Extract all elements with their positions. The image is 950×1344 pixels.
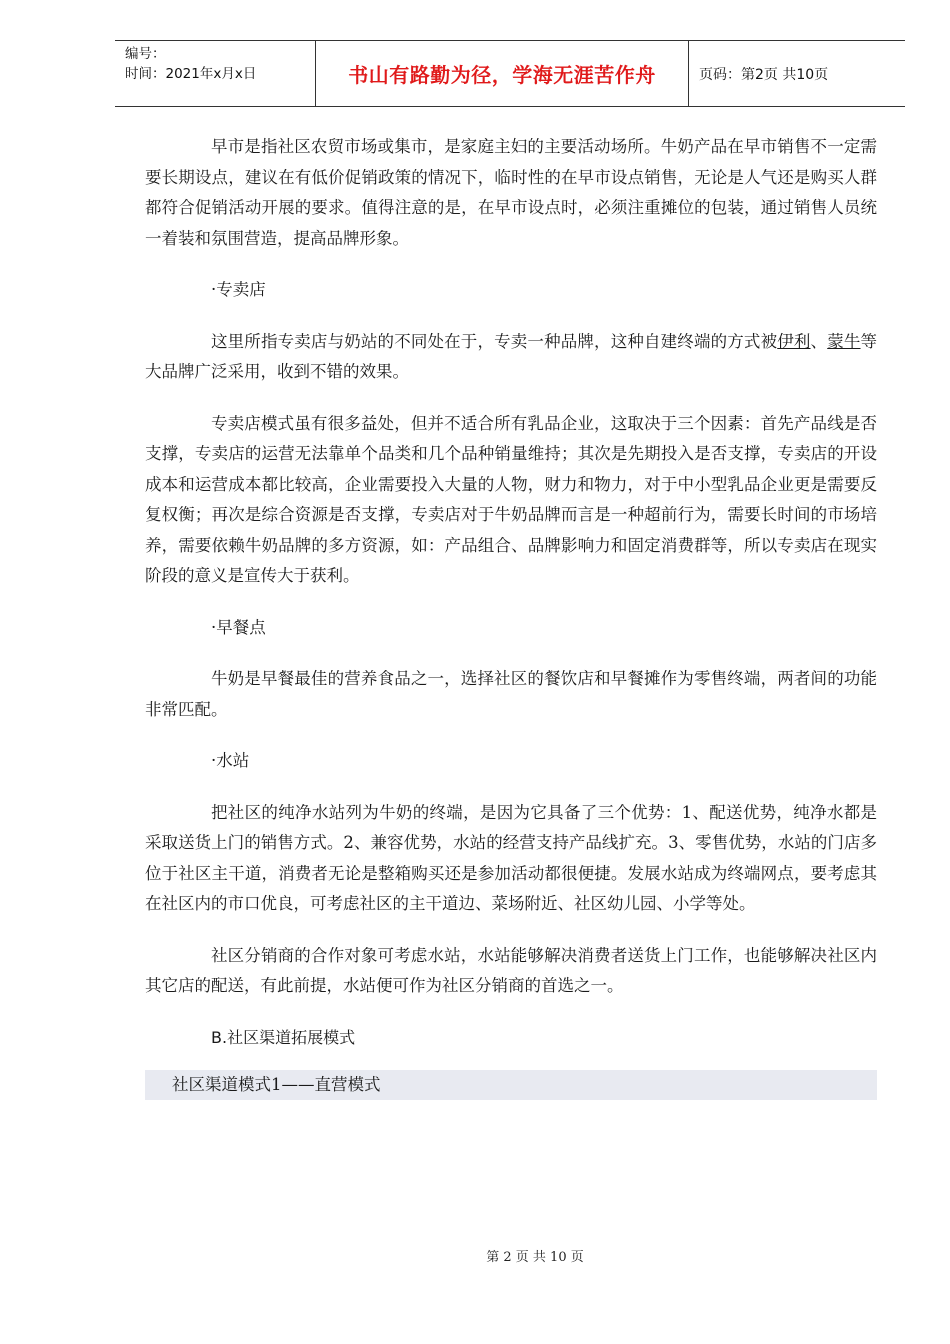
page-header (115, 40, 905, 107)
time-label: 时间：2021年x月x日 (125, 66, 257, 82)
bullet-specialty-store: ·专卖店 (211, 280, 266, 299)
paragraph-distributor: 社区分销商的合作对象可考虑水站，水站能够解决消费者送货上门工作，也能够解决社区内其它店的配送，有此前提，水站便可作为社区分销商的首选之一。 (145, 945, 877, 995)
paragraph-text: 等大品牌广泛采用，收到不错的效果。 (145, 331, 878, 381)
link-yili[interactable]: 伊利 (777, 331, 811, 351)
paragraph-specialty-intro (145, 327, 877, 388)
shaded-subheading: 社区渠道模式1——直营模式 (145, 1070, 877, 1100)
header-motto: 书山有路勤为径，学海无涯苦作舟 (316, 41, 689, 106)
header-meta (115, 41, 316, 106)
section-heading-b: B.社区渠道拓展模式 (211, 1027, 356, 1047)
paragraph-text: 这里所指专卖店与奶站的不同处在于，专卖一种品牌，这种自建终端的方式被 (211, 331, 778, 351)
link-mengniu[interactable]: 蒙牛 (827, 331, 861, 351)
separator: 、 (810, 331, 828, 351)
paragraph-early-market: 早市是指社区农贸市场或集市，是家庭主妇的主要活动场所。牛奶产品在早市销售不一定需要长期设点，建议在有低价促销政策的情况下，临时性的在早市设点销售，无论是人气还是购买人群都符合促销活动开展的要求。值得注意的是，在早市设点时，必须注重摊位的包装，通过销售人员统一着装和氛围营造，提高品牌形象。 (145, 137, 877, 248)
header-page-label: 页码：第2页 共10页 (699, 66, 829, 83)
paragraph-specialty-factors: 专卖店模式虽有很多益处，但并不适合所有乳品企业，这取决于三个因素：首先产品线是否支撑，专卖店的运营无法靠单个品类和几个品种销量维持；其次是先期投入是否支撑，专卖店的开设成本和运营成本都比较高，企业需要投入大量的人物，财力和物力，对于中小型乳品企业更是需要反复权衡；再次是综合资源是否支撑，专卖店对于牛奶品牌而言是一种超前行为，需要长时间的市场培养，需要依赖牛奶品牌的多方资源，如：产品组合、品牌影响力和固定消费群等，所以专卖店在现实阶段的意义是宣传大于获利。 (145, 413, 877, 585)
paragraph-breakfast: 牛奶是早餐最佳的营养食品之一，选择社区的餐饮店和早餐摊作为零售终端，两者间的功能非常匹配。 (145, 669, 877, 719)
bullet-breakfast-point: ·早餐点 (211, 617, 266, 637)
bullet-water-station: ·水站 (211, 751, 250, 770)
document-body (145, 132, 877, 1100)
paragraph-water-station: 把社区的纯净水站列为牛奶的终端，是因为它具备了三个优势：1、配送优势，纯净水都是采取送货上门的销售方式。2、兼容优势，水站的经营支持产品线扩充。3、零售优势，水站的门店多位于社区主干道，消费者无论是整箱购买还是参加活动都很便捷。发展水站成为终端网点，要考虑其在社区内的市口优良，可考虑社区的主干道边、菜场附近、社区幼儿园、小学等处。 (145, 802, 877, 913)
number-label: 编号： (125, 46, 166, 62)
page-footer: 第 2 页 共 10 页 (486, 1250, 584, 1265)
